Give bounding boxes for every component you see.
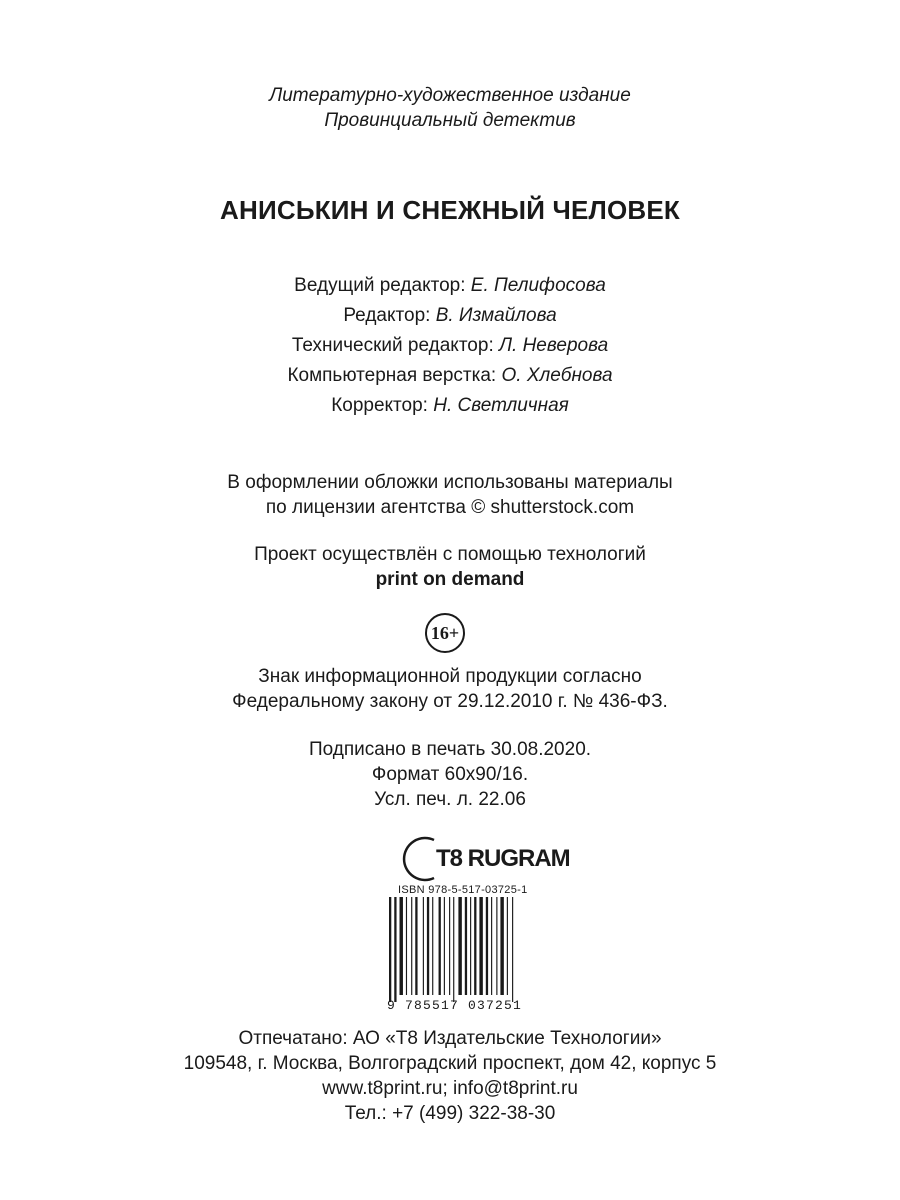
credit-role: Компьютерная верстка:	[287, 365, 502, 386]
cover-note-line-1: В оформлении обложки использованы материалы	[227, 472, 673, 493]
credit-name: Е. Пелифосова	[470, 275, 606, 296]
printer-line-2: 109548, г. Москва, Волгоградский проспект, дом 42, корпус 5	[183, 1053, 717, 1074]
project-line-2: print on demand	[375, 569, 525, 590]
barcode-icon	[387, 897, 547, 1002]
printer-line-4: Тел.: +7 (499) 322-38-30	[344, 1103, 556, 1124]
print-signed: Подписано в печать 30.08.2020.	[308, 739, 592, 760]
genre-line-2: Провинциальный детектив	[324, 110, 576, 131]
credit-name: Л. Неверова	[499, 335, 609, 356]
credit-name: Н. Светличная	[433, 395, 569, 416]
credit-role: Технический редактор:	[291, 335, 499, 356]
publisher-logo-text: T8 RUGRAM	[436, 845, 570, 872]
print-format: Формат 60x90/16.	[371, 764, 529, 785]
print-sheets: Усл. печ. л. 22.06	[374, 789, 526, 810]
credit-name: В. Измайлова	[435, 305, 557, 326]
age-rating-badge: 16+	[425, 613, 465, 653]
project-line-1: Проект осуществлён с помощью технологий	[254, 544, 646, 565]
credit-layout	[0, 364, 900, 388]
info-sign-line-2: Федеральному закону от 29.12.2010 г. № 436-ФЗ.	[232, 691, 668, 712]
genre-line-1: Литературно-художественное издание	[269, 85, 631, 106]
credit-tech-editor	[0, 334, 900, 358]
credit-proofreader	[0, 394, 900, 418]
cover-note-line-2: по лицензии агентства © shutterstock.com	[265, 497, 635, 518]
credit-name: О. Хлебнова	[501, 365, 613, 386]
credit-lead-editor	[0, 274, 900, 298]
info-sign-line-1: Знак информационной продукции согласно	[258, 666, 642, 687]
printer-line-3: www.t8print.ru; info@t8print.ru	[322, 1078, 578, 1099]
book-title: АНИСЬКИН И СНЕЖНЫЙ ЧЕЛОВЕК	[220, 195, 680, 225]
printer-line-1: Отпечатано: АО «Т8 Издательские Технологии»	[238, 1028, 662, 1049]
barcode-digits: 9 785517 037251	[387, 998, 523, 1013]
credit-role: Ведущий редактор:	[294, 275, 471, 296]
credit-editor	[0, 304, 900, 328]
isbn-label: ISBN 978-5-517-03725-1	[398, 884, 528, 896]
credit-role: Редактор:	[343, 305, 436, 326]
credit-role: Корректор:	[331, 395, 434, 416]
